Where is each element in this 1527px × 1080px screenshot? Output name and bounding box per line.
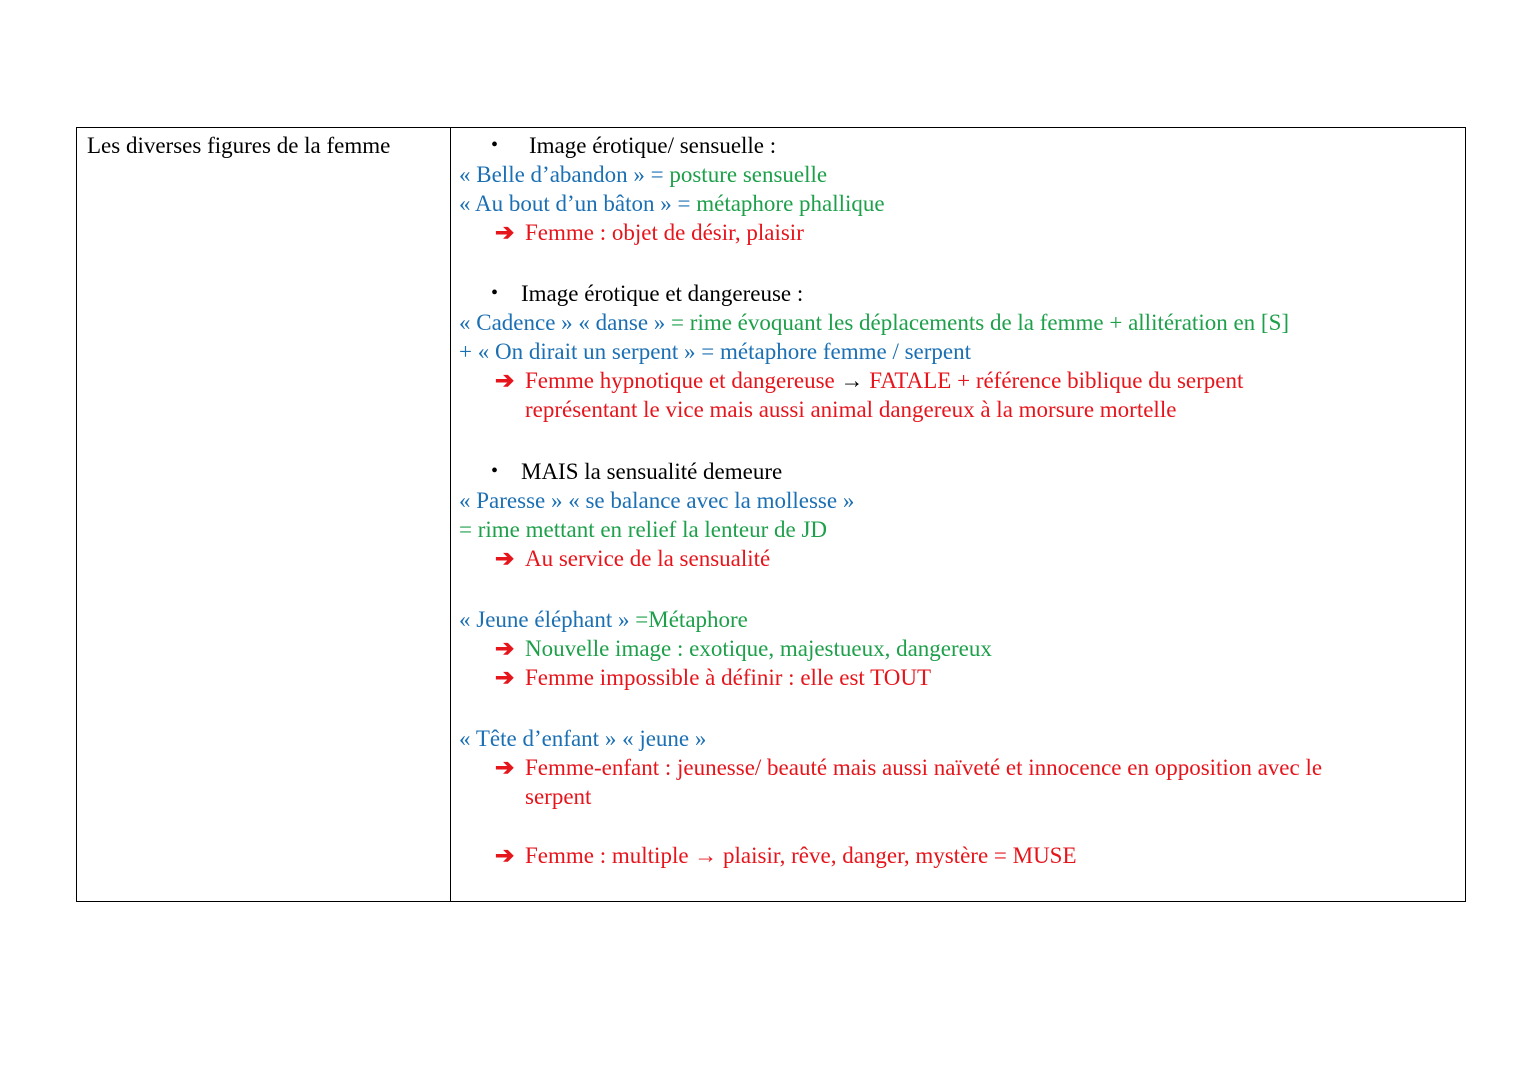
- notes-table: Les diverses figures de la femme • Image érotique/ sensuelle : « Belle d’abandon » = posture sensuelle « Au bout d’un bâton » = métaphore phallique ➔ Femme : objet de désir, plaisir • Image érotique et dangereuse : « Cadence » « danse » = rime évoquant les déplacements de la femme + allitération en [S] + « On dirait un serpent » = métaphore femme / serpent ➔ Femme hypnotique et dangereuse → FATALE + référence biblique du serpent représentant le vice mais aussi animal dangereux à la morsure mortelle • MAIS la sensualité demeure « Paresse » « se balance avec la mollesse » = rime mettant en relief la lenteur de JD ➔ Au service de la sensualité « Jeune éléphant » =Métaphore ➔ Nouvelle image : exotique, majestueux, dangereux ➔ Femme impossible à définir : elle est TOUT « Tête d’enfant » « jeune » ➔ Femme-enfant : jeunesse/ beauté mais aussi naïveté et innocence en opposition avec le serpent ➔ Femme : multiple → plaisir, rêve, danger, mystère = MUSE: [76, 127, 1466, 902]
- arrow-right-icon: ➔: [495, 636, 515, 661]
- small-arrow-icon: →: [694, 843, 718, 868]
- quote-line: « Cadence » « danse » = rime évoquant les déplacements de la femme + allitération en [S]: [459, 310, 1290, 335]
- quote-line: + « On dirait un serpent » = métaphore femme / serpent: [459, 339, 972, 364]
- column-divider: [450, 128, 451, 901]
- arrow-right-icon: ➔: [495, 665, 515, 690]
- bullet-sensuality: • MAIS la sensualité demeure: [491, 459, 783, 484]
- arrow-right-icon: ➔: [495, 220, 515, 245]
- arrow-right-icon: ➔: [495, 546, 515, 571]
- quote-line: « Belle d’abandon » = posture sensuelle: [459, 162, 828, 187]
- arrow-right-icon: ➔: [495, 368, 515, 393]
- bullet-erotic-dangerous: • Image érotique et dangereuse :: [491, 281, 804, 306]
- note-line: = rime mettant en relief la lenteur de JD: [459, 517, 828, 542]
- bullet-erotic-sensual: • Image érotique/ sensuelle :: [491, 133, 777, 158]
- theme-heading: Les diverses figures de la femme: [87, 133, 391, 158]
- quote-line: « Jeune éléphant » =Métaphore: [459, 607, 748, 632]
- left-cell: [87, 131, 390, 161]
- arrow-right-icon: ➔: [495, 843, 515, 868]
- quote-line: « Tête d’enfant » « jeune »: [459, 726, 707, 751]
- small-arrow-icon: →: [840, 368, 864, 393]
- quote-line: « Au bout d’un bâton » = métaphore phallique: [459, 191, 885, 216]
- quote-line: « Paresse » « se balance avec la mollesse »: [459, 488, 855, 513]
- arrow-right-icon: ➔: [495, 755, 515, 780]
